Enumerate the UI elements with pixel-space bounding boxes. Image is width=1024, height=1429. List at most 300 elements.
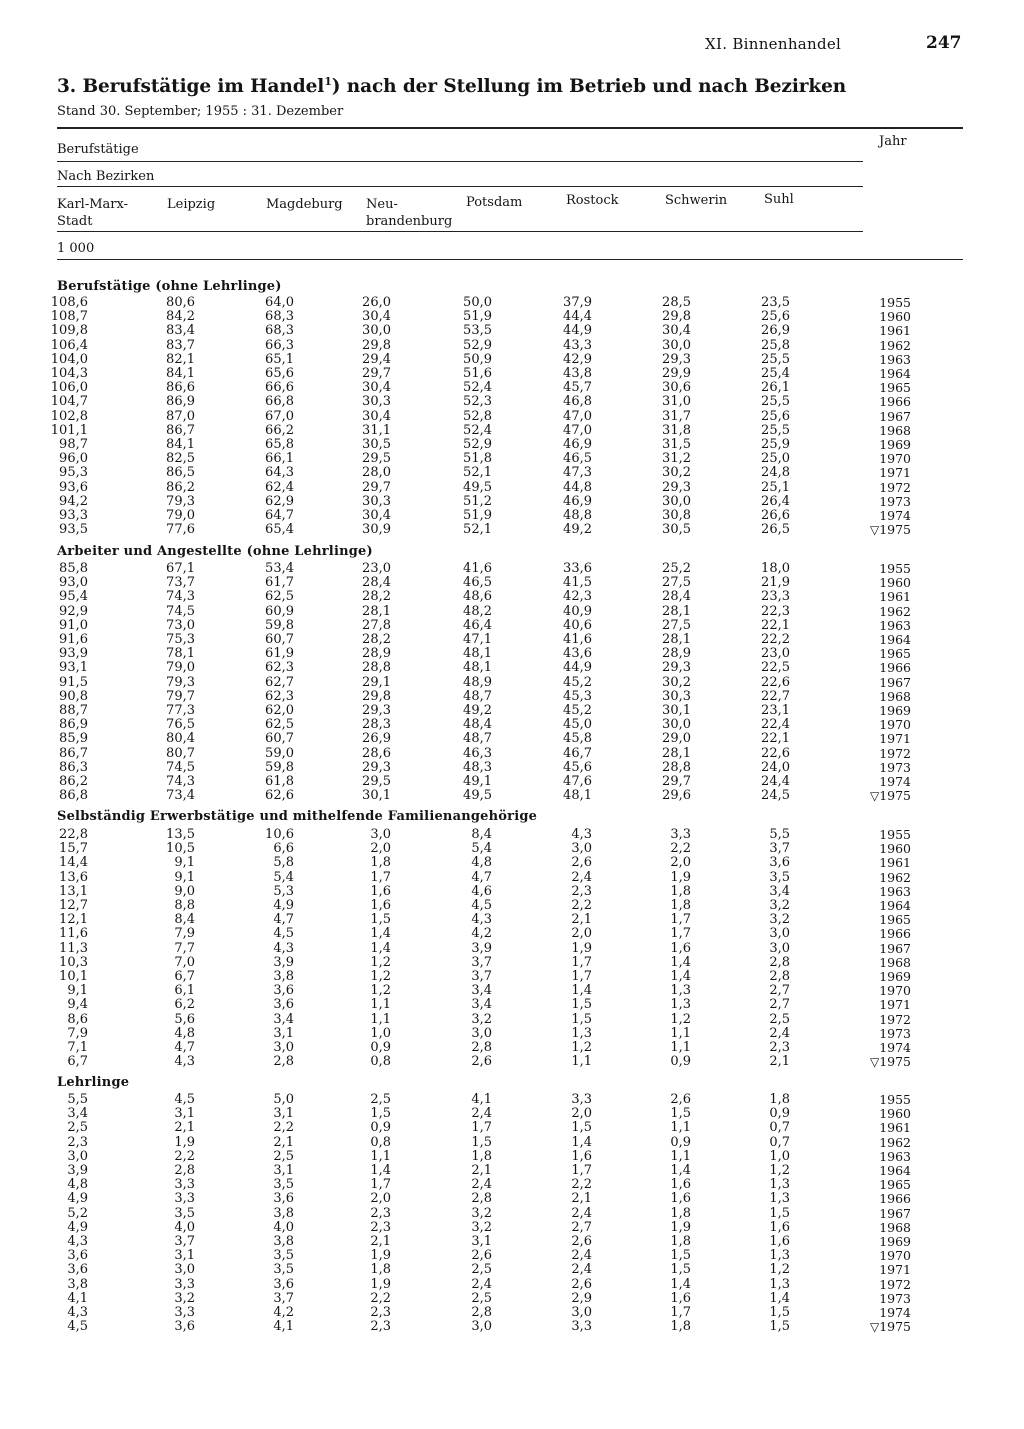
year-label: 1968 xyxy=(879,1219,911,1235)
year-label: 1966 xyxy=(879,926,911,942)
table-row xyxy=(0,899,1024,913)
cell-magdeburg: 4,1 xyxy=(273,1319,294,1335)
cell-rostock: 44,8 xyxy=(563,479,592,495)
cell-schwerin: 28,1 xyxy=(662,632,691,647)
year-label: 1963 xyxy=(879,883,911,899)
cell-leipzig: 86,7 xyxy=(166,422,195,438)
cell-rostock: 1,5 xyxy=(571,997,592,1013)
cell-schwerin: 28,8 xyxy=(662,759,691,775)
table-row xyxy=(0,310,1024,324)
table-row xyxy=(0,775,1024,789)
year-label: 1969 xyxy=(879,969,911,984)
cell-suhl: 21,9 xyxy=(761,575,790,591)
cell-suhl: 26,1 xyxy=(761,380,790,396)
cell-leipzig: 6,1 xyxy=(174,983,195,999)
cell-suhl: 2,8 xyxy=(769,954,790,970)
year-label: 1965 xyxy=(879,1177,911,1193)
year-label: 1974 xyxy=(879,1040,911,1055)
cell-suhl: 1,3 xyxy=(769,1177,790,1193)
year-label: 1960 xyxy=(879,1106,911,1122)
year-cell xyxy=(850,1306,911,1320)
cell-leipzig: 7,0 xyxy=(174,954,195,970)
cell-karl-marx-stadt: 3,6 xyxy=(67,1262,88,1278)
year-cell xyxy=(850,1164,911,1178)
cell-schwerin: 30,6 xyxy=(662,380,691,396)
cell-magdeburg: 5,3 xyxy=(273,883,294,899)
year-label: 1966 xyxy=(879,394,911,410)
year-cell xyxy=(850,633,911,647)
cell-leipzig: 74,5 xyxy=(166,603,195,619)
cell-schwerin: 30,2 xyxy=(662,465,691,481)
cell-neubrandenburg: 29,5 xyxy=(362,451,391,467)
year-label: 1972 xyxy=(879,745,911,761)
year-cell xyxy=(850,956,911,970)
cell-leipzig: 4,7 xyxy=(174,1040,195,1055)
cell-neubrandenburg: 2,0 xyxy=(370,1191,391,1207)
cell-schwerin: 29,8 xyxy=(662,309,691,325)
table-row xyxy=(0,856,1024,870)
cell-schwerin: 1,6 xyxy=(670,940,691,956)
year-label: 1974 xyxy=(879,774,911,789)
cell-schwerin: 30,4 xyxy=(662,323,691,339)
year-label: 1955 xyxy=(879,1092,911,1107)
cell-neubrandenburg: 1,7 xyxy=(370,869,391,885)
year-label: 1962 xyxy=(879,337,911,353)
cell-karl-marx-stadt: 91,6 xyxy=(59,632,88,647)
cell-suhl: 1,3 xyxy=(769,1191,790,1207)
cell-magdeburg: 67,0 xyxy=(265,408,294,424)
cell-neubrandenburg: 28,2 xyxy=(362,632,391,647)
table-row xyxy=(0,1249,1024,1263)
cell-rostock: 46,5 xyxy=(563,451,592,467)
cell-schwerin: 30,0 xyxy=(662,337,691,353)
cell-potsdam: 49,5 xyxy=(463,479,492,495)
year-label: 1967 xyxy=(879,940,911,956)
cell-neubrandenburg: 29,4 xyxy=(362,351,391,367)
table-row xyxy=(0,647,1024,661)
cell-magdeburg: 62,3 xyxy=(265,688,294,704)
cell-magdeburg: 4,5 xyxy=(273,926,294,942)
cell-suhl: 3,7 xyxy=(769,841,790,857)
cell-magdeburg: 66,3 xyxy=(265,337,294,353)
cell-potsdam: 49,5 xyxy=(463,788,492,804)
cell-suhl: 25,6 xyxy=(761,408,790,424)
cell-suhl: 26,5 xyxy=(761,522,790,538)
year-label: 1975 xyxy=(879,1319,911,1335)
cell-magdeburg: 62,5 xyxy=(265,589,294,605)
cell-karl-marx-stadt: 102,8 xyxy=(50,408,88,424)
table-row xyxy=(0,661,1024,675)
cell-magdeburg: 3,6 xyxy=(273,983,294,999)
table-row xyxy=(0,1013,1024,1027)
cell-karl-marx-stadt: 108,6 xyxy=(50,295,88,310)
cell-schwerin: 1,7 xyxy=(670,912,691,928)
section-title: Selbständig Erwerbstätige und mithelfende Familienangehörige xyxy=(57,809,538,824)
cell-suhl: 2,7 xyxy=(769,997,790,1013)
cell-suhl: 22,4 xyxy=(761,717,790,733)
cell-magdeburg: 53,4 xyxy=(265,561,294,576)
cell-neubrandenburg: 29,8 xyxy=(362,688,391,704)
cell-rostock: 1,7 xyxy=(571,954,592,970)
cell-leipzig: 10,5 xyxy=(166,841,195,857)
cell-leipzig: 79,0 xyxy=(166,660,195,676)
cell-suhl: 1,3 xyxy=(769,1248,790,1264)
cell-karl-marx-stadt: 95,3 xyxy=(59,465,88,481)
cell-potsdam: 2,6 xyxy=(471,1054,492,1070)
cell-suhl: 25,8 xyxy=(761,337,790,353)
table-row xyxy=(0,452,1024,466)
year-cell xyxy=(850,1027,911,1041)
cell-magdeburg: 2,2 xyxy=(273,1120,294,1136)
header-rule-3 xyxy=(57,231,863,232)
col-label-line-2: Stadt xyxy=(57,214,93,229)
cell-rostock: 42,9 xyxy=(563,351,592,367)
cell-schwerin: 1,6 xyxy=(670,1191,691,1207)
cell-potsdam: 3,7 xyxy=(471,954,492,970)
cell-schwerin: 28,1 xyxy=(662,745,691,761)
cell-suhl: 1,3 xyxy=(769,1276,790,1292)
cell-rostock: 41,6 xyxy=(563,632,592,647)
cell-neubrandenburg: 30,1 xyxy=(362,788,391,804)
cell-schwerin: 1,7 xyxy=(670,926,691,942)
cell-schwerin: 1,8 xyxy=(670,883,691,899)
cell-leipzig: 9,1 xyxy=(174,869,195,885)
cell-karl-marx-stadt: 5,2 xyxy=(67,1205,88,1221)
col-label-line-2: brandenburg xyxy=(366,214,453,229)
cell-potsdam: 46,3 xyxy=(463,745,492,761)
cell-magdeburg: 4,2 xyxy=(273,1305,294,1320)
cell-neubrandenburg: 1,9 xyxy=(370,1248,391,1264)
cell-potsdam: 8,4 xyxy=(471,827,492,842)
year-cell xyxy=(850,495,911,509)
year-label: 1960 xyxy=(879,841,911,857)
cell-leipzig: 84,1 xyxy=(166,437,195,452)
chapter-heading: XI. Binnenhandel xyxy=(705,35,842,53)
table-row xyxy=(0,828,1024,842)
cell-magdeburg: 5,4 xyxy=(273,869,294,885)
cell-rostock: 1,9 xyxy=(571,940,592,956)
cell-karl-marx-stadt: 92,9 xyxy=(59,603,88,619)
cell-neubrandenburg: 1,4 xyxy=(370,926,391,942)
year-cell xyxy=(850,395,911,409)
year-cell xyxy=(850,1292,911,1306)
cell-rostock: 3,0 xyxy=(571,1305,592,1320)
cell-karl-marx-stadt: 93,3 xyxy=(59,508,88,523)
year-label: 1955 xyxy=(879,561,911,576)
cell-suhl: 1,6 xyxy=(769,1234,790,1249)
cell-karl-marx-stadt: 109,8 xyxy=(50,323,88,339)
cell-karl-marx-stadt: 3,0 xyxy=(67,1148,88,1164)
cell-karl-marx-stadt: 13,6 xyxy=(59,869,88,885)
section-title: Berufstätige (ohne Lehrlinge) xyxy=(57,279,282,294)
cell-schwerin: 1,1 xyxy=(670,1040,691,1055)
cell-schwerin: 1,1 xyxy=(670,1120,691,1136)
cell-potsdam: 48,7 xyxy=(463,688,492,704)
table-row xyxy=(0,410,1024,424)
cell-karl-marx-stadt: 96,0 xyxy=(59,451,88,467)
cell-leipzig: 79,3 xyxy=(166,493,195,509)
cell-rostock: 2,1 xyxy=(571,912,592,928)
year-cell xyxy=(850,1263,911,1277)
cell-potsdam: 53,5 xyxy=(463,323,492,339)
cell-rostock: 40,9 xyxy=(563,603,592,619)
cell-neubrandenburg: 31,1 xyxy=(362,422,391,438)
cell-schwerin: 1,8 xyxy=(670,898,691,913)
year-label: 1964 xyxy=(879,632,911,647)
cell-magdeburg: 3,5 xyxy=(273,1177,294,1193)
year-cell xyxy=(850,1221,911,1235)
table-row xyxy=(0,633,1024,647)
cell-magdeburg: 59,8 xyxy=(265,617,294,633)
year-cell xyxy=(850,410,911,424)
year-label: 1973 xyxy=(879,1290,911,1306)
cell-schwerin: 1,7 xyxy=(670,1305,691,1320)
cell-suhl: 23,1 xyxy=(761,703,790,718)
cell-potsdam: 3,4 xyxy=(471,983,492,999)
cell-rostock: 42,3 xyxy=(563,589,592,605)
cell-rostock: 45,2 xyxy=(563,703,592,718)
cell-karl-marx-stadt: 22,8 xyxy=(59,827,88,842)
cell-karl-marx-stadt: 91,0 xyxy=(59,617,88,633)
cell-suhl: 24,8 xyxy=(761,465,790,481)
cell-schwerin: 31,5 xyxy=(662,437,691,452)
table-row xyxy=(0,998,1024,1012)
cell-karl-marx-stadt: 4,8 xyxy=(67,1177,88,1193)
cell-schwerin: 28,5 xyxy=(662,295,691,310)
year-cell xyxy=(850,1150,911,1164)
page-number: 247 xyxy=(926,33,962,53)
cell-leipzig: 86,6 xyxy=(166,380,195,396)
cell-rostock: 1,4 xyxy=(571,1134,592,1150)
cell-schwerin: 1,1 xyxy=(670,1025,691,1041)
cell-potsdam: 49,2 xyxy=(463,703,492,718)
year-label: 1960 xyxy=(879,575,911,591)
cell-neubrandenburg: 1,5 xyxy=(370,1106,391,1122)
year-cell xyxy=(850,970,911,984)
cell-neubrandenburg: 2,1 xyxy=(370,1234,391,1249)
cell-leipzig: 74,3 xyxy=(166,589,195,605)
cell-karl-marx-stadt: 106,4 xyxy=(50,337,88,353)
year-cell xyxy=(850,381,911,395)
preliminary-marker: ▽ xyxy=(869,1320,880,1335)
cell-leipzig: 77,3 xyxy=(166,703,195,718)
cell-neubrandenburg: 2,3 xyxy=(370,1205,391,1221)
year-cell xyxy=(850,747,911,761)
cell-potsdam: 51,8 xyxy=(463,451,492,467)
cell-rostock: 2,4 xyxy=(571,1205,592,1221)
cell-potsdam: 51,9 xyxy=(463,508,492,523)
cell-rostock: 2,7 xyxy=(571,1219,592,1235)
cell-potsdam: 51,2 xyxy=(463,493,492,509)
cell-potsdam: 3,2 xyxy=(471,1219,492,1235)
title-rest: ) nach der Stellung im Betrieb und nach Bezirken xyxy=(331,76,847,98)
cell-schwerin: 1,3 xyxy=(670,983,691,999)
year-label: 1963 xyxy=(879,351,911,367)
cell-neubrandenburg: 1,4 xyxy=(370,940,391,956)
cell-rostock: 37,9 xyxy=(563,295,592,310)
cell-potsdam: 52,9 xyxy=(463,437,492,452)
header-nach-bezirken: Nach Bezirken xyxy=(57,169,155,184)
cell-leipzig: 86,5 xyxy=(166,465,195,481)
year-label: 1961 xyxy=(879,1120,911,1136)
cell-suhl: 0,9 xyxy=(769,1106,790,1122)
year-cell xyxy=(850,690,911,704)
cell-magdeburg: 66,2 xyxy=(265,422,294,438)
cell-magdeburg: 4,9 xyxy=(273,898,294,913)
cell-leipzig: 3,5 xyxy=(174,1205,195,1221)
cell-magdeburg: 4,3 xyxy=(273,940,294,956)
year-label: 1973 xyxy=(879,493,911,509)
cell-potsdam: 48,3 xyxy=(463,759,492,775)
cell-rostock: 43,6 xyxy=(563,646,592,662)
cell-suhl: 3,0 xyxy=(769,926,790,942)
table-row xyxy=(0,871,1024,885)
cell-leipzig: 3,2 xyxy=(174,1290,195,1306)
cell-karl-marx-stadt: 86,2 xyxy=(59,774,88,789)
cell-suhl: 22,1 xyxy=(761,617,790,633)
cell-neubrandenburg: 1,1 xyxy=(370,997,391,1013)
header-bottom-rule xyxy=(57,259,963,260)
cell-rostock: 2,9 xyxy=(571,1290,592,1306)
cell-neubrandenburg: 1,1 xyxy=(370,1148,391,1164)
cell-potsdam: 3,4 xyxy=(471,997,492,1013)
cell-suhl: 3,6 xyxy=(769,855,790,871)
cell-leipzig: 80,7 xyxy=(166,745,195,761)
cell-rostock: 2,2 xyxy=(571,898,592,913)
cell-neubrandenburg: 30,3 xyxy=(362,493,391,509)
cell-neubrandenburg: 1,0 xyxy=(370,1025,391,1041)
cell-leipzig: 5,6 xyxy=(174,1011,195,1027)
year-label: 1975 xyxy=(879,522,911,538)
cell-leipzig: 86,9 xyxy=(166,394,195,410)
cell-magdeburg: 66,1 xyxy=(265,451,294,467)
year-label: 1971 xyxy=(879,1262,911,1278)
cell-schwerin: 1,2 xyxy=(670,1011,691,1027)
preliminary-marker: ▽ xyxy=(869,523,880,538)
year-cell xyxy=(850,438,911,452)
cell-neubrandenburg: 28,8 xyxy=(362,660,391,676)
table-row xyxy=(0,1093,1024,1107)
cell-neubrandenburg: 2,2 xyxy=(370,1290,391,1306)
cell-leipzig: 78,1 xyxy=(166,646,195,662)
cell-karl-marx-stadt: 4,9 xyxy=(67,1219,88,1235)
cell-rostock: 47,3 xyxy=(563,465,592,481)
cell-rostock: 2,6 xyxy=(571,1276,592,1292)
cell-leipzig: 13,5 xyxy=(166,827,195,842)
cell-leipzig: 3,3 xyxy=(174,1177,195,1193)
cell-leipzig: 83,4 xyxy=(166,323,195,339)
cell-neubrandenburg: 23,0 xyxy=(362,561,391,576)
cell-neubrandenburg: 30,0 xyxy=(362,323,391,339)
cell-neubrandenburg: 1,2 xyxy=(370,954,391,970)
year-cell xyxy=(850,1121,911,1135)
cell-potsdam: 1,8 xyxy=(471,1148,492,1164)
cell-karl-marx-stadt: 91,5 xyxy=(59,674,88,690)
cell-rostock: 1,1 xyxy=(571,1054,592,1070)
year-label: 1969 xyxy=(879,437,911,452)
table-row xyxy=(0,1178,1024,1192)
cell-neubrandenburg: 0,8 xyxy=(370,1054,391,1070)
cell-neubrandenburg: 1,8 xyxy=(370,855,391,871)
cell-neubrandenburg: 29,8 xyxy=(362,337,391,353)
cell-neubrandenburg: 28,4 xyxy=(362,575,391,591)
cell-magdeburg: 10,6 xyxy=(265,827,294,842)
table-row xyxy=(0,619,1024,633)
table-row xyxy=(0,1221,1024,1235)
cell-suhl: 1,5 xyxy=(769,1319,790,1335)
cell-neubrandenburg: 1,6 xyxy=(370,883,391,899)
year-cell xyxy=(850,1041,911,1055)
cell-rostock: 3,3 xyxy=(571,1092,592,1107)
cell-magdeburg: 3,6 xyxy=(273,1191,294,1207)
year-label: 1961 xyxy=(879,855,911,871)
year-cell xyxy=(850,871,911,885)
col-label-line-1: Karl-Marx- xyxy=(57,197,128,212)
table-row xyxy=(0,1027,1024,1041)
year-cell xyxy=(850,927,911,941)
year-label: 1970 xyxy=(879,717,911,733)
year-label: 1974 xyxy=(879,1305,911,1320)
cell-magdeburg: 61,8 xyxy=(265,774,294,789)
cell-magdeburg: 59,0 xyxy=(265,745,294,761)
cell-leipzig: 4,0 xyxy=(174,1219,195,1235)
year-cell xyxy=(850,1107,911,1121)
table-row xyxy=(0,1136,1024,1150)
cell-suhl: 3,2 xyxy=(769,912,790,928)
table-row xyxy=(0,690,1024,704)
cell-leipzig: 73,7 xyxy=(166,575,195,591)
cell-rostock: 2,6 xyxy=(571,855,592,871)
cell-suhl: 25,1 xyxy=(761,479,790,495)
year-label: 1973 xyxy=(879,759,911,775)
cell-rostock: 1,3 xyxy=(571,1025,592,1041)
cell-leipzig: 83,7 xyxy=(166,337,195,353)
cell-suhl: 2,7 xyxy=(769,983,790,999)
cell-magdeburg: 62,9 xyxy=(265,493,294,509)
column-header-neubrandenburg xyxy=(366,196,452,230)
cell-karl-marx-stadt: 10,1 xyxy=(59,969,88,984)
cell-karl-marx-stadt: 7,1 xyxy=(67,1040,88,1055)
year-cell xyxy=(850,842,911,856)
cell-potsdam: 48,1 xyxy=(463,646,492,662)
cell-suhl: 25,5 xyxy=(761,394,790,410)
cell-neubrandenburg: 28,3 xyxy=(362,717,391,733)
cell-karl-marx-stadt: 93,0 xyxy=(59,575,88,591)
cell-schwerin: 1,4 xyxy=(670,1163,691,1178)
year-cell xyxy=(850,1278,911,1292)
cell-karl-marx-stadt: 85,8 xyxy=(59,561,88,576)
cell-schwerin: 1,4 xyxy=(670,954,691,970)
cell-rostock: 44,9 xyxy=(563,660,592,676)
cell-neubrandenburg: 1,1 xyxy=(370,1011,391,1027)
cell-potsdam: 41,6 xyxy=(463,561,492,576)
cell-karl-marx-stadt: 10,3 xyxy=(59,954,88,970)
cell-karl-marx-stadt: 11,3 xyxy=(59,940,88,956)
table-row xyxy=(0,1055,1024,1069)
table-row xyxy=(0,761,1024,775)
cell-magdeburg: 60,7 xyxy=(265,632,294,647)
table-row xyxy=(0,353,1024,367)
cell-leipzig: 3,3 xyxy=(174,1305,195,1320)
year-cell xyxy=(850,761,911,775)
cell-leipzig: 3,6 xyxy=(174,1319,195,1335)
table-row xyxy=(0,1207,1024,1221)
cell-suhl: 23,5 xyxy=(761,295,790,310)
table-row xyxy=(0,718,1024,732)
cell-potsdam: 51,9 xyxy=(463,309,492,325)
cell-rostock: 43,8 xyxy=(563,366,592,381)
cell-neubrandenburg: 29,7 xyxy=(362,479,391,495)
